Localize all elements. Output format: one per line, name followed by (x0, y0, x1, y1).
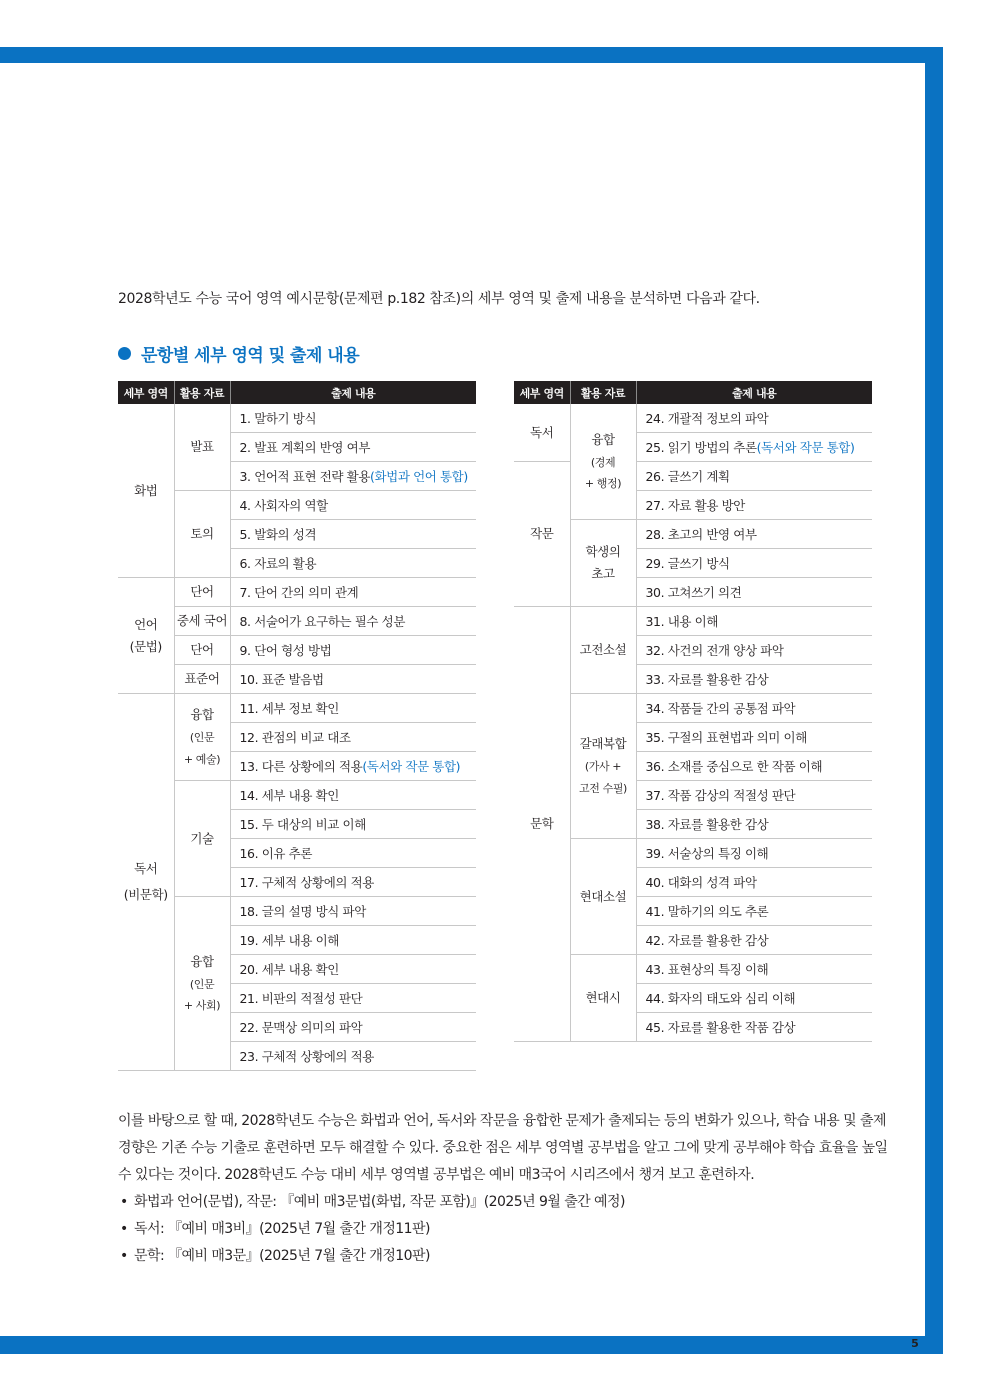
page-border-top (0, 47, 943, 63)
content-cell (636, 404, 872, 433)
material-label: 학생의 초고 (585, 544, 621, 581)
content-cell (636, 781, 872, 810)
item-text: 3. 언어적 표현 전략 활용 (239, 469, 370, 484)
content-cell (230, 665, 476, 694)
header-material: 활용 자료 (174, 381, 230, 404)
domain-cell (514, 607, 570, 1042)
content-cell (230, 810, 476, 839)
item-text: 21. 비판의 적절성 판단 (239, 991, 363, 1006)
material-label: 융합 (591, 431, 615, 447)
item-text: 8. 서술어가 요구하는 필수 성분 (239, 614, 406, 629)
domain-cell (118, 404, 174, 578)
item-text: 30. 고쳐쓰기 의견 (645, 585, 742, 600)
content-cell (636, 520, 872, 549)
header-material: 활용 자료 (570, 381, 636, 404)
domain-cell (118, 694, 174, 1071)
material-label: 발표 (190, 439, 214, 455)
material-label: 표준어 (184, 671, 220, 687)
item-text: 2. 발표 계획의 반영 여부 (239, 440, 370, 455)
domain-label: 독서 (530, 424, 554, 440)
item-text: 29. 글쓰기 방식 (645, 556, 730, 571)
book-list (118, 1189, 898, 1270)
material-cell (174, 694, 230, 781)
item-text: 41. 말하기의 의도 추론 (645, 904, 769, 919)
domain-label: 언어 (문법) (129, 616, 162, 654)
material-label: 현대소설 (579, 888, 627, 904)
item-text: 26. 글쓰기 계획 (645, 469, 730, 484)
integration-note: (독서와 작문 통합) (362, 759, 461, 774)
item-text: 43. 표현상의 특징 이해 (645, 962, 769, 977)
material-cell (174, 636, 230, 665)
content-cell (230, 694, 476, 723)
page-border-right (925, 47, 943, 1354)
content-cell (230, 636, 476, 665)
material-cell (174, 781, 230, 897)
material-label: 갈래복합 (579, 736, 627, 752)
content-cell (636, 839, 872, 868)
material-cell (174, 404, 230, 491)
item-text: 27. 자료 활용 방안 (645, 498, 745, 513)
content-cell (230, 404, 476, 433)
content-cell (636, 694, 872, 723)
content-cell (636, 810, 872, 839)
left-analysis-table (118, 381, 476, 1071)
right-analysis-table (514, 381, 872, 1042)
content-cell (636, 665, 872, 694)
content-cell (636, 955, 872, 984)
header-domain: 세부 영역 (118, 381, 174, 404)
item-text: 35. 구절의 표현법과 의미 이해 (645, 730, 807, 745)
item-text: 14. 세부 내용 확인 (239, 788, 339, 803)
domain-cell (514, 404, 570, 462)
material-cell (174, 897, 230, 1071)
content-cell (230, 433, 476, 462)
item-text: 28. 초고의 반영 여부 (645, 527, 757, 542)
item-text: 19. 세부 내용 이해 (239, 933, 339, 948)
conclusion-section (118, 1108, 898, 1270)
material-label: 현대시 (585, 990, 621, 1006)
item-text: 4. 사회자의 역할 (239, 498, 328, 513)
content-cell (230, 781, 476, 810)
content-cell (636, 462, 872, 491)
item-text: 7. 단어 간의 의미 관계 (239, 585, 359, 600)
content-cell (636, 752, 872, 781)
domain-label: 화법 (134, 482, 158, 498)
header-content: 출제 내용 (230, 381, 476, 404)
content-cell (230, 723, 476, 752)
page-border-bottom (0, 1336, 943, 1354)
item-text: 34. 작품들 간의 공통점 파악 (645, 701, 796, 716)
item-text: 24. 개괄적 정보의 파악 (645, 411, 769, 426)
material-cell (570, 404, 636, 520)
section-title (118, 341, 359, 366)
item-text: 44. 화자의 태도와 심리 이해 (645, 991, 796, 1006)
item-text: 11. 세부 정보 확인 (239, 701, 339, 716)
item-text: 39. 서술상의 특징 이해 (645, 846, 769, 861)
item-text: 10. 표준 발음법 (239, 672, 324, 687)
table-row (514, 607, 872, 636)
table-row (118, 694, 476, 723)
domain-cell (514, 462, 570, 607)
content-cell (230, 1042, 476, 1071)
bullet-dot-icon (118, 347, 131, 360)
domain-cell (118, 578, 174, 694)
table-header-row (514, 381, 872, 404)
material-label: 고전소설 (579, 642, 627, 658)
item-text: 20. 세부 내용 확인 (239, 962, 339, 977)
content-cell (230, 462, 476, 491)
item-text: 32. 사건의 전개 양상 파악 (645, 643, 784, 658)
domain-label: 독서 (비문학) (123, 860, 168, 902)
item-text: 31. 내용 이해 (645, 614, 719, 629)
content-cell (230, 520, 476, 549)
content-cell (230, 1013, 476, 1042)
content-cell (230, 752, 476, 781)
table-row (118, 404, 476, 433)
item-text: 45. 자료를 활용한 작품 감상 (645, 1020, 796, 1035)
material-label: 단어 (190, 642, 214, 658)
material-note: (경제 + 행정) (584, 455, 622, 491)
integration-note: (독서와 작문 통합) (756, 440, 855, 455)
content-cell (230, 491, 476, 520)
item-text: 6. 자료의 활용 (239, 556, 317, 571)
item-text: 18. 글의 설명 방식 파악 (239, 904, 366, 919)
material-label: 융합 (190, 707, 214, 723)
content-cell (636, 723, 872, 752)
material-cell (174, 607, 230, 636)
material-cell (174, 491, 230, 578)
content-cell (636, 868, 872, 897)
material-cell (570, 839, 636, 955)
material-cell (570, 955, 636, 1042)
conclusion-text: 이를 바탕으로 할 때, 2028학년도 수능은 화법과 언어, 독서와 작문을 융합한 문제가 출제되는 등의 변화가 있으나, 학습 내용 및 출제 경향은 기존 수능 기출로 훈련하면 모두 해결할 수 있다. 중요한 점은 세부 영역별 공부법을 알고 그에 맞게 공부해야 학습 효율을 높일 수 있다는 것이다. 2028학년도 수능 대비 세부 영역별 공부법은 예비 매3국어 시리즈에서 챙겨 보고 훈련하자. (118, 1113, 888, 1183)
item-text: 38. 자료를 활용한 감상 (645, 817, 769, 832)
item-text: 37. 작품 감상의 적절성 판단 (645, 788, 796, 803)
material-cell (570, 607, 636, 694)
item-text: 16. 이유 추론 (239, 846, 313, 861)
section-title-text: 문항별 세부 영역 및 출제 내용 (141, 346, 360, 366)
header-domain: 세부 영역 (514, 381, 570, 404)
content-cell (230, 607, 476, 636)
material-label: 토의 (190, 526, 214, 542)
table-row (514, 462, 872, 491)
material-cell (570, 694, 636, 839)
content-cell (230, 955, 476, 984)
content-cell (636, 607, 872, 636)
content-cell (636, 926, 872, 955)
domain-label: 작문 (530, 526, 554, 542)
material-label: 융합 (190, 953, 214, 969)
list-item: • 문학: 『예비 매3문』(2025년 7월 출간 개정10판) (118, 1243, 898, 1270)
content-cell (230, 549, 476, 578)
material-cell (174, 665, 230, 694)
material-note: (인문 + 예술) (183, 731, 221, 766)
intro-text: 2028학년도 수능 국어 영역 예시문항(문제편 p.182 참조)의 세부 영역 및 출제 내용을 분석하면 다음과 같다. (118, 291, 760, 307)
item-text: 15. 두 대상의 비교 이해 (239, 817, 366, 832)
table-row (118, 578, 476, 607)
item-text: 9. 단어 형성 방법 (239, 643, 332, 658)
content-cell (230, 897, 476, 926)
content-cell (636, 549, 872, 578)
content-cell (636, 636, 872, 665)
material-note: (인문 + 사회) (183, 977, 221, 1013)
item-text: 5. 발화의 성격 (239, 527, 317, 542)
content-cell (636, 433, 872, 462)
material-label: 중세 국어 (176, 613, 228, 629)
content-cell (230, 868, 476, 897)
table-header-row (118, 381, 476, 404)
item-text: 13. 다른 상황에의 적용 (239, 759, 363, 774)
integration-note: (화법과 언어 통합) (370, 469, 468, 484)
material-cell (174, 578, 230, 607)
item-text: 25. 읽기 방법의 추론 (645, 440, 757, 455)
material-note: (가사 + 고전 수필) (579, 760, 627, 795)
table-row (514, 404, 872, 433)
content-cell (636, 897, 872, 926)
material-label: 단어 (190, 584, 214, 600)
content-cell (636, 578, 872, 607)
material-label: 기술 (190, 830, 214, 846)
content-cell (636, 984, 872, 1013)
content-cell (636, 1013, 872, 1042)
item-text: 23. 구체적 상황에의 적용 (239, 1049, 374, 1064)
item-text: 33. 자료를 활용한 감상 (645, 672, 769, 687)
list-item: • 독서: 『예비 매3비』(2025년 7월 출간 개정11판) (118, 1216, 898, 1243)
domain-label: 문학 (530, 816, 554, 832)
page-number: 5 (911, 1337, 919, 1350)
content-cell (230, 839, 476, 868)
item-text: 12. 관점의 비교 대조 (239, 730, 351, 745)
item-text: 36. 소재를 중심으로 한 작품 이해 (645, 759, 823, 774)
item-text: 17. 구체적 상황에의 적용 (239, 875, 374, 890)
content-cell (230, 984, 476, 1013)
list-item: • 화법과 언어(문법), 작문: 『예비 매3문법(화법, 작문 포함)』(2025년 9월 출간 예정) (118, 1189, 898, 1216)
item-text: 22. 문맥상 의미의 파악 (239, 1020, 363, 1035)
content-cell (230, 578, 476, 607)
item-text: 1. 말하기 방식 (239, 411, 317, 426)
item-text: 42. 자료를 활용한 감상 (645, 933, 769, 948)
content-cell (636, 491, 872, 520)
content-cell (230, 926, 476, 955)
header-content: 출제 내용 (636, 381, 872, 404)
item-text: 40. 대화의 성격 파악 (645, 875, 757, 890)
material-cell (570, 520, 636, 607)
